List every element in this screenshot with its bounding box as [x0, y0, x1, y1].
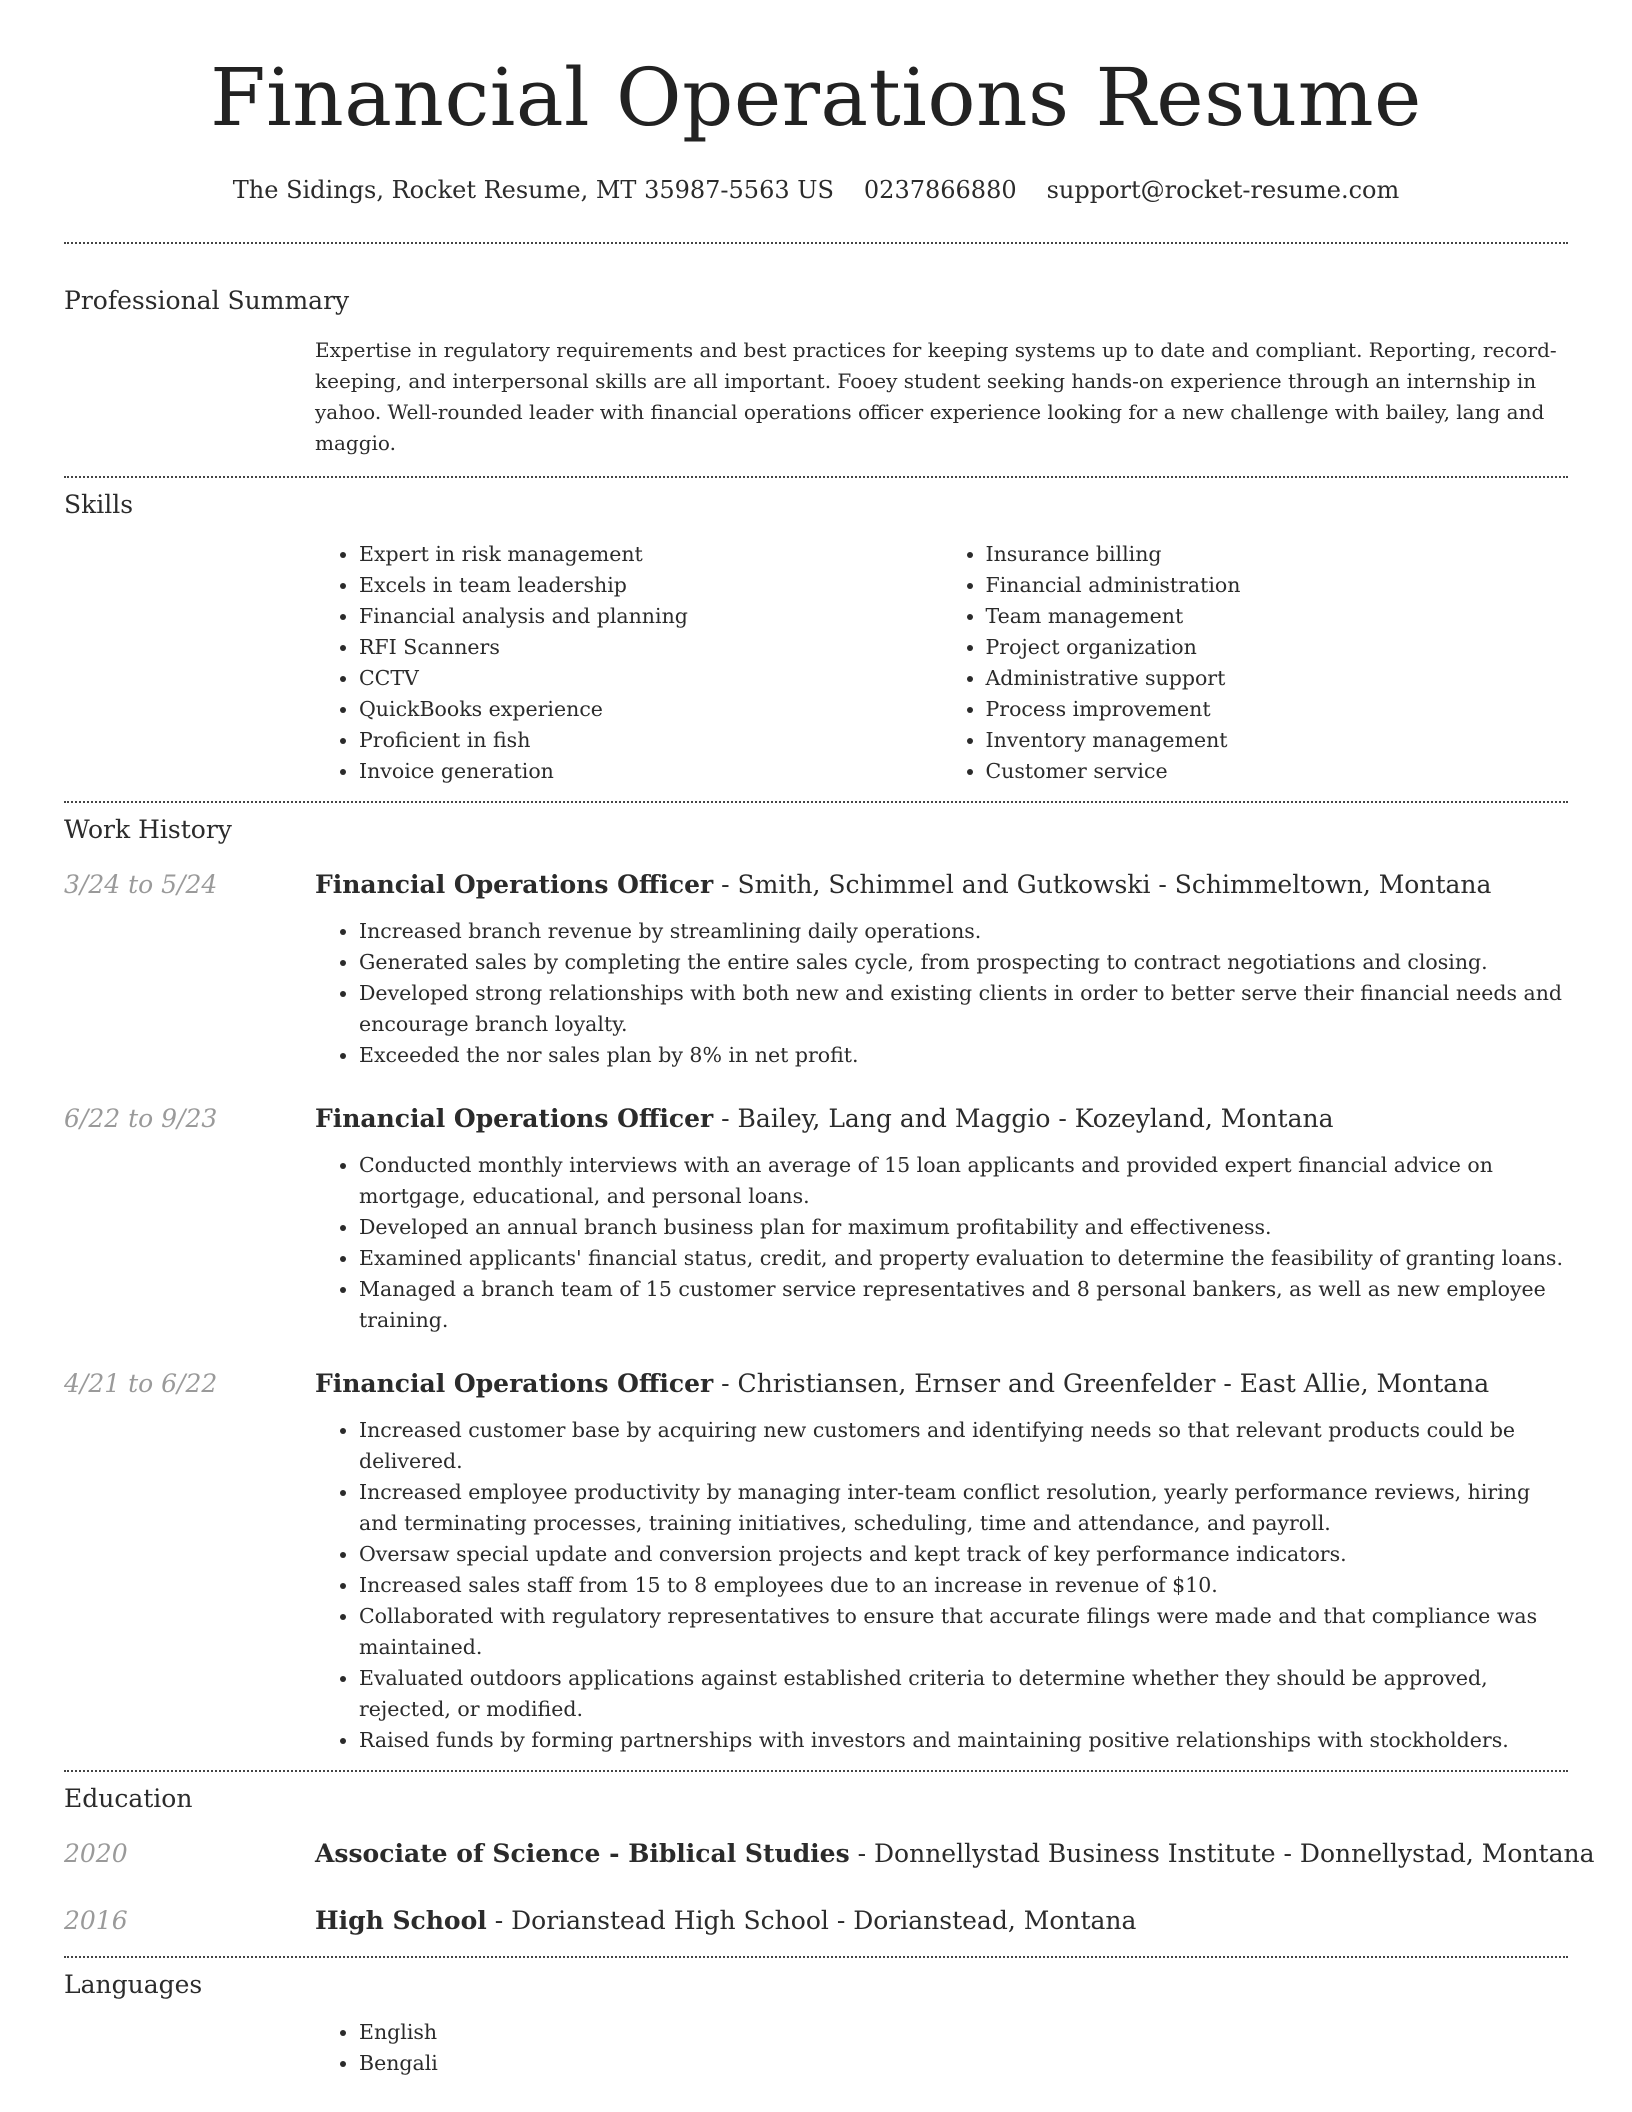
degree-title: Associate of Science - Biblical Studies	[315, 1839, 850, 1868]
education-year: 2016	[64, 1906, 128, 1935]
skills-grid	[315, 539, 1568, 787]
job-bullet: • Examined applicants' financial status, credit, and property evaluation to determine the feasibility of granting loans.	[359, 1243, 1568, 1274]
job-employer: - Smith, Schimmel and Gutkowski - Schimmeltown, Montana	[713, 870, 1492, 899]
skill-item: • Proficient in fish	[359, 725, 942, 756]
job-details	[315, 916, 1568, 1071]
section-title-summary: Professional Summary	[64, 286, 350, 315]
education-entry	[64, 1906, 1568, 1936]
language-item: • Bengali	[359, 2048, 1568, 2079]
skill-item: • Excels in team leadership	[359, 570, 942, 601]
skill-item: • Process improvement	[986, 694, 1569, 725]
divider	[64, 801, 1568, 803]
skill-item: • Administrative support	[986, 663, 1569, 694]
degree-title: High School	[315, 1906, 487, 1935]
contact-email[interactable]: support@rocket-resume.com	[1046, 176, 1400, 204]
contact-address: The Sidings, Rocket Resume, MT 35987-5563 US	[232, 176, 834, 204]
job-entry	[64, 1104, 1568, 1134]
job-heading	[315, 1369, 1489, 1399]
skill-item: • Inventory management	[986, 725, 1569, 756]
job-bullet: • Developed strong relationships with both new and existing clients in order to better serve their financial needs and encourage branch loyalty.	[359, 978, 1568, 1040]
job-employer: - Bailey, Lang and Maggio - Kozeyland, Montana	[713, 1104, 1334, 1133]
skill-item: • CCTV	[359, 663, 942, 694]
divider	[64, 242, 1568, 244]
education-year: 2020	[64, 1839, 128, 1868]
job-bullet: • Evaluated outdoors applications against established criteria to determine whether they should be approved, rejected, or modified.	[359, 1663, 1568, 1725]
education-heading	[315, 1839, 1595, 1869]
skill-item: • Invoice generation	[359, 756, 942, 787]
job-bullets	[315, 1150, 1568, 1336]
skill-item: • Customer service	[986, 756, 1569, 787]
contact-phone: 0237866880	[863, 176, 1017, 204]
summary-text: Expertise in regulatory requirements and best practices for keeping systems up to date and compliant. Reporting, record-keeping, and interpersonal skills are all important. Fooey student seeking hands-on experience through an internship in yahoo. Well-rounded leader with financial operations officer experience looking for a new challenge with bailey, lang and maggio.	[315, 338, 1557, 455]
job-dates: 4/21 to 6/22	[64, 1369, 218, 1398]
education-entry	[64, 1839, 1595, 1869]
job-title: Financial Operations Officer	[315, 870, 714, 899]
language-item: • English	[359, 2017, 1568, 2048]
resume-title: Financial Operations Resume	[210, 51, 1422, 144]
job-entry	[64, 1369, 1568, 1399]
job-bullet: • Managed a branch team of 15 customer service representatives and 8 personal bankers, as well as new employee training.	[359, 1274, 1568, 1336]
languages-body	[315, 2017, 1568, 2079]
job-bullet: • Exceeded the nor sales plan by 8% in net profit.	[359, 1040, 1568, 1071]
job-bullets	[315, 916, 1568, 1071]
skill-item: • Team management	[986, 601, 1569, 632]
divider	[64, 476, 1568, 478]
skill-item: • Insurance billing	[986, 539, 1569, 570]
job-bullet: • Developed an annual branch business plan for maximum profitability and effectiveness.	[359, 1212, 1568, 1243]
job-bullet: • Raised funds by forming partnerships with investors and maintaining positive relationships with stockholders.	[359, 1725, 1568, 1756]
languages-list	[315, 2017, 1568, 2079]
job-bullet: • Increased customer base by acquiring new customers and identifying needs so that relevant products could be delivered.	[359, 1415, 1568, 1477]
school-info: - Donnellystad Business Institute - Donnellystad, Montana	[849, 1839, 1595, 1868]
skills-list-right	[942, 539, 1569, 787]
skills-list-left	[315, 539, 942, 787]
section-title-languages: Languages	[64, 1970, 203, 1999]
skill-item: • Expert in risk management	[359, 539, 942, 570]
job-employer: - Christiansen, Ernser and Greenfelder - East Allie, Montana	[713, 1369, 1490, 1398]
job-bullet: • Increased branch revenue by streamlining daily operations.	[359, 916, 1568, 947]
education-heading	[315, 1906, 1136, 1936]
job-details	[315, 1415, 1568, 1756]
job-entry	[64, 870, 1568, 900]
skill-item: • Financial administration	[986, 570, 1569, 601]
job-dates: 6/22 to 9/23	[64, 1104, 218, 1133]
section-title-skills: Skills	[64, 490, 134, 519]
job-details	[315, 1150, 1568, 1336]
contact-line	[64, 176, 1568, 204]
divider	[64, 1956, 1568, 1958]
skill-item: • Project organization	[986, 632, 1569, 663]
job-title: Financial Operations Officer	[315, 1104, 714, 1133]
job-dates: 3/24 to 5/24	[64, 870, 218, 899]
skill-item: • Financial analysis and planning	[359, 601, 942, 632]
summary-body	[315, 335, 1568, 459]
resume-page	[64, 0, 1595, 2079]
divider	[64, 1770, 1568, 1772]
job-title: Financial Operations Officer	[315, 1369, 714, 1398]
job-bullet: • Collaborated with regulatory representatives to ensure that accurate filings were made and that compliance was maintained.	[359, 1601, 1568, 1663]
job-bullet: • Increased employee productivity by managing inter-team conflict resolution, yearly performance reviews, hiring and terminating processes, training initiatives, scheduling, time and attendance, and payroll.	[359, 1477, 1568, 1539]
section-title-education: Education	[64, 1784, 193, 1813]
job-bullet: • Oversaw special update and conversion projects and kept track of key performance indicators.	[359, 1539, 1568, 1570]
school-info: - Dorianstead High School - Dorianstead, Montana	[486, 1906, 1137, 1935]
job-bullets	[315, 1415, 1568, 1756]
job-bullet: • Generated sales by completing the entire sales cycle, from prospecting to contract negotiations and closing.	[359, 947, 1568, 978]
skill-item: • QuickBooks experience	[359, 694, 942, 725]
job-bullet: • Increased sales staff from 15 to 8 employees due to an increase in revenue of $10.	[359, 1570, 1568, 1601]
job-heading	[315, 1104, 1333, 1134]
skill-item: • RFI Scanners	[359, 632, 942, 663]
job-bullet: • Conducted monthly interviews with an average of 15 loan applicants and provided expert financial advice on mortgage, educational, and personal loans.	[359, 1150, 1568, 1212]
section-title-work: Work History	[64, 815, 232, 844]
job-heading	[315, 870, 1491, 900]
